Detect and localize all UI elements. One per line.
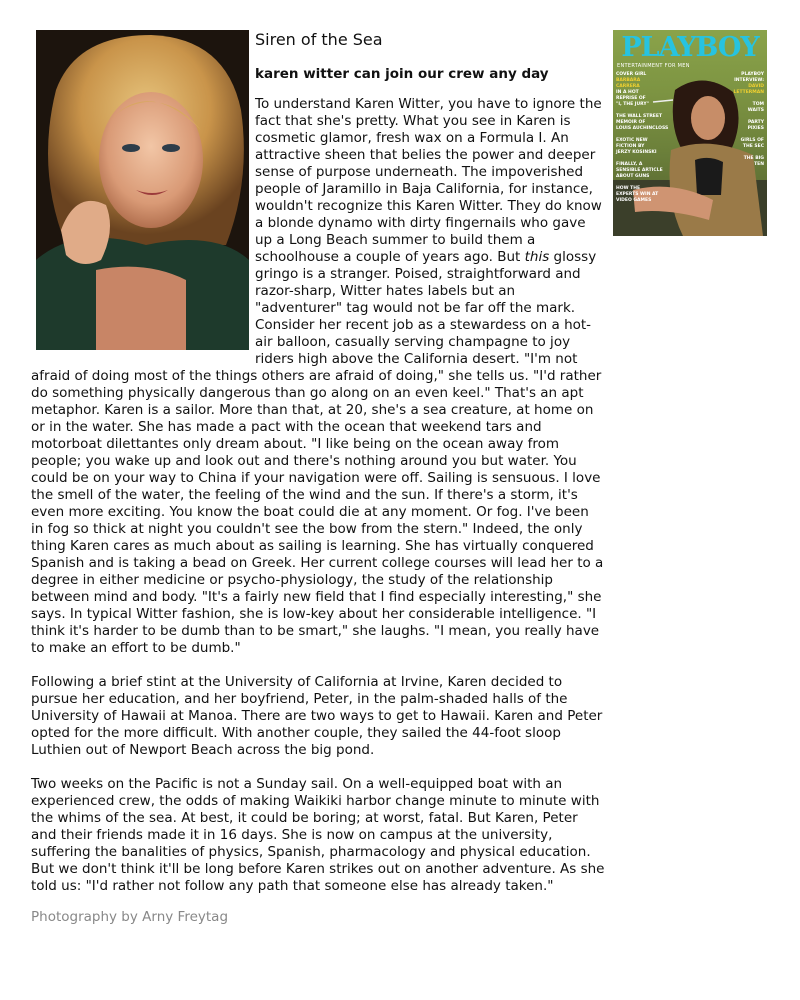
cover-left-line: JERZY KOSINSKI: [616, 150, 657, 155]
cover-left-headlines: [616, 72, 668, 204]
cover-right-line: TOM: [752, 102, 764, 107]
cover-left-line: IN A HOT: [616, 90, 639, 95]
magazine-cover: [613, 30, 767, 236]
cover-left-line: THE WALL STREET: [616, 114, 663, 119]
cover-right-line: PARTY: [748, 120, 764, 125]
cover-right-line: THE SEC: [742, 144, 764, 149]
cover-left-line: FICTION BY: [616, 144, 645, 149]
paragraph-1-part-b: glossy gringo is a stranger. Poised, straightforward and razor-sharp, Witter hates labels but an "adventurer" tag would not be far off the mark. Consider her recent job as a stewardess on a hot-air balloon, casually serving champagne to joy riders high above the California desert. "I'm not afraid of doing most of the things others are afraid of doing," she tells us. "I'd rather do something physically dangerous than go along on an even keel." That's an apt metaphor. Karen is a sailor. More than that, at 20, she's a sea creature, at home on or in the water. She has made a pact with the ocean that weekend tars and motorboat dilettantes only dream about. "I like being on the ocean away from people; you wake up and look out and there's nothing around you but water. You could be on your way to China if your navigation were off. Sailing is sensuous. I love the smell of the water, the feeling of the wind and the sun. If there's a storm, it's even more exciting. You know the boat could die at any moment. Or fog. I've been in fog so thick at night you couldn't see the bow from the stern." Indeed, the only thing Karen cares as much about as sailing is learning. She has virtually conquered Spanish and is taking a bead on Greek. Her current college courses will lead her to a degree in either medicine or psycho-physiology, the study of the relationship between mind and body. "It's a fairly new field that I find especially interesting," she says. In typical Witter fashion, she is low-key about her considerable intelligence. "I think it's harder to be dumb than to be smart," she laughs. "I mean, you really have to make an effort to be dumb.": [31, 249, 604, 656]
article-subtitle: karen witter can join our crew any day: [255, 66, 549, 82]
cover-left-line: REPRISE OF: [616, 96, 646, 101]
cover-left-line: EXPERTS WIN AT: [616, 192, 659, 197]
cover-right-line: PIXIES: [747, 126, 764, 131]
paragraph-2: Following a brief stint at the University of California at Irvine, Karen decided to pursue her education, and her boyfriend, Peter, in the palm-shaded halls of the University of Hawaii at Manoa. There are two ways to get to Hawaii. Karen and Peter opted for the more difficult. With another couple, they sailed the 44-foot sloop Luthien out of Newport Beach across the big pond.: [31, 674, 603, 758]
cover-left-line: "I, THE JURY": [616, 102, 649, 107]
cover-left-line: ABOUT GUNS: [616, 174, 650, 179]
cover-right-line: GIRLS OF: [740, 138, 764, 143]
cover-left-line: MEMOIR OF: [616, 120, 646, 125]
paragraph-1-part-a: To understand Karen Witter, you have to ignore the fact that she's pretty. What you see in Karen is cosmetic glamor, fresh wax on a Formula I. An attractive sheen that belies the power and deeper sense of purpose underneath. The impoverished people of Jaramillo in Baja California, for instance, wouldn't recognize this Karen Witter. They do know a blonde dynamo with dirty fingernails who gave up a Long Beach summer to build them a schoolhouse a couple of years ago. But: [255, 96, 602, 265]
cover-left-line: SENSIBLE ARTICLE: [616, 168, 663, 173]
portrait-photo: [36, 30, 249, 350]
paragraph-1-emphasis: this: [524, 249, 550, 265]
cover-right-line: PLAYBOY: [741, 72, 764, 77]
cover-right-headlines: [734, 72, 764, 168]
cover-left-line: BARBARA: [616, 78, 641, 83]
cover-right-line: TEN: [754, 162, 764, 167]
cover-right-line: THE BIG: [743, 156, 764, 161]
cover-left-line: CARRERA: [616, 84, 640, 89]
photo-credit: Photography by Arny Freytag: [31, 909, 229, 925]
cover-right-line: WAITS: [747, 108, 764, 113]
portrait-illustration: [36, 30, 249, 350]
cover-right-line: INTERVIEW:: [734, 78, 764, 83]
cover-left-line: HOW THE: [616, 186, 641, 191]
cover-left-line: COVER GIRL: [616, 72, 647, 77]
cover-tagline: ENTERTAINMENT FOR MEN: [617, 63, 690, 69]
paragraph-3: Two weeks on the Pacific is not a Sunday sail. On a well-equipped boat with an experienced crew, the odds of making Waikiki harbor change minute to minute with the whims of the sea. At best, it could be boring; at worst, fatal. But Karen, Peter and their friends made it in 16 days. She is now on campus at the university, suffering the banalities of physics, Spanish, pharmacology and physical education. But we don't think it'll be long before Karen strikes out on another adventure. As she told us: "I'd rather not follow any path that someone else has already taken.": [31, 776, 605, 894]
article-title: Siren of the Sea: [255, 30, 383, 49]
cover-left-line: FINALLY, A: [616, 162, 643, 167]
cover-left-line: EXOTIC NEW: [616, 138, 648, 143]
cover-left-line: LOUIS AUCHINCLOSS: [616, 126, 669, 131]
cover-right-line: LETTERMAN: [733, 90, 764, 95]
cover-left-line: VIDEO GAMES: [616, 198, 652, 203]
cover-right-line: DAVID: [748, 84, 764, 89]
article: [31, 30, 605, 926]
cover-brand-logo: PLAYBOY: [621, 32, 759, 63]
